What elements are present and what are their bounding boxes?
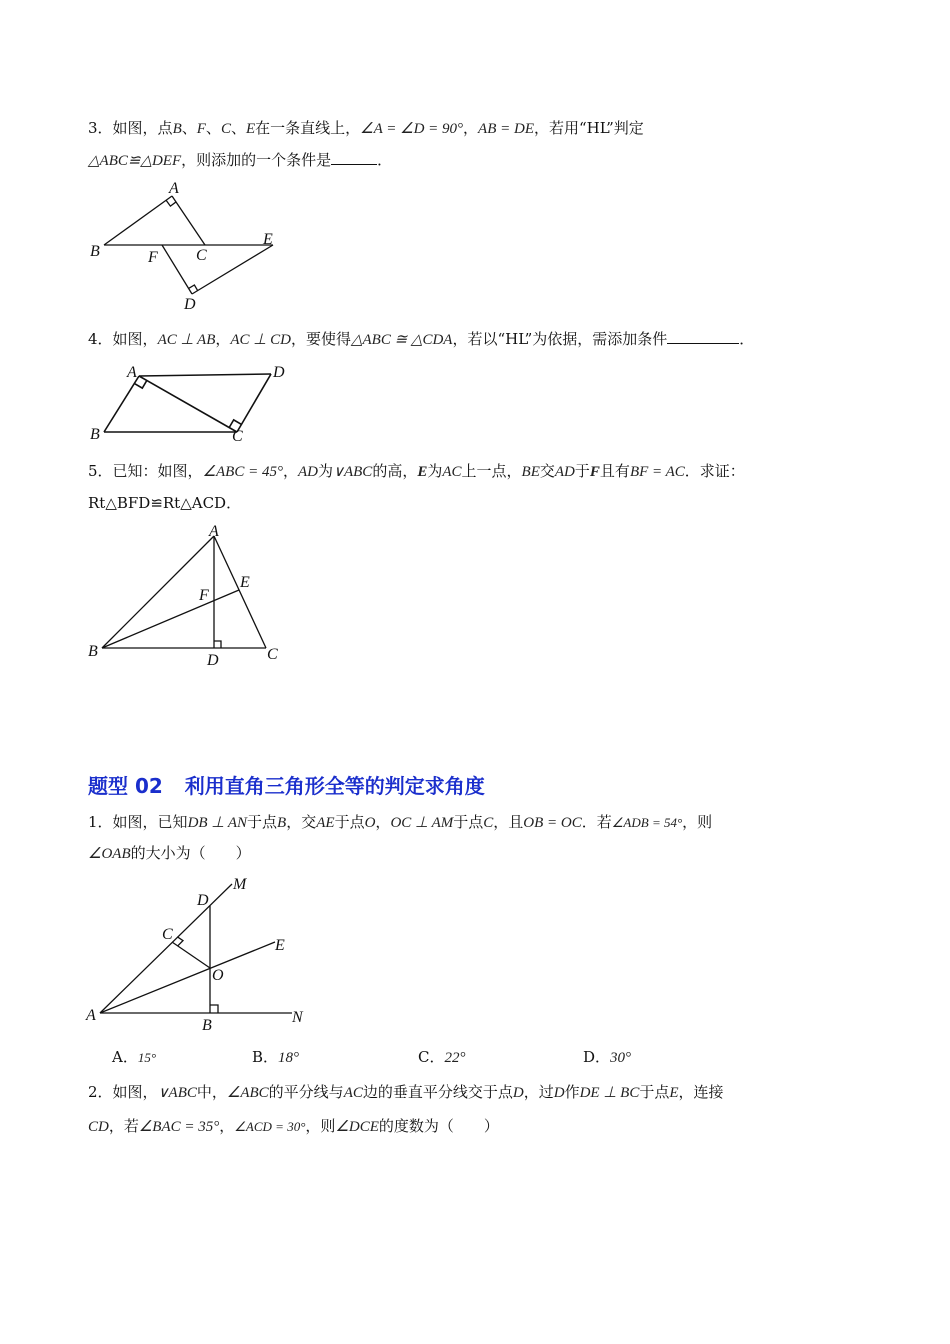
q5-segment-be [102,590,239,648]
s1-option-value: 18° [278,1050,300,1066]
s1-math-ob-oc: OB = OC [523,815,582,831]
q4-text: 如图， [112,330,158,348]
q3-side-ac [172,196,205,245]
q3-text: 如图，点 [112,119,173,137]
s2-text: ， [219,1117,235,1135]
q3-math-angles: ∠A = ∠D = 90° [360,121,464,137]
q5-label-e: E [240,574,250,591]
q3-side-fd [162,245,192,294]
s1-option-c[interactable] [418,1047,465,1068]
s2-text: ，连接 [678,1083,724,1101]
s1-label-d: D [197,892,209,909]
q5-label-f: F [199,587,209,604]
s1-math-oc-am: OC ⊥ AM [390,815,454,831]
s2-text: ，若 [108,1117,139,1135]
q3-number: 3． [88,119,113,137]
q4-label-a: A [127,364,137,381]
q5-right-angle-d [214,641,221,648]
s1-label-a: A [86,1007,96,1024]
q3-sep: 、 [205,119,221,137]
q5-text: 为 [427,462,443,480]
q3-line-1 [88,118,644,139]
q3-math-ab-de: AB = DE [478,121,534,137]
q5-text: 于 [574,462,590,480]
section-label: 题型 02 [88,774,163,798]
s1-option-a[interactable] [112,1047,156,1068]
q5-label-c: C [267,646,278,663]
s2-text: 中， [196,1083,227,1101]
s2-math-d: D [553,1085,565,1101]
s1-line-1 [88,812,712,833]
q4-answer-blank[interactable] [667,329,739,344]
s1-option-label: D． [583,1048,611,1066]
s1-right-angle-b [210,1005,218,1013]
q5-line-1 [88,461,745,482]
q3-sep: 、 [181,119,197,137]
q5-text: ． [226,494,242,512]
s2-math-abc: ∠ABC [226,1085,269,1101]
q5-math-ad: AD [554,464,575,480]
s1-text: ， [375,813,391,831]
s1-label-b: B [202,1017,212,1034]
q3-text: ， [463,119,479,137]
q4-label-d: D [273,364,285,381]
q5-text: ， [282,462,298,480]
q3-label-b: B [90,243,100,260]
s1-text: 的大小为（ ） [130,844,251,862]
s1-label-e: E [275,937,285,954]
s1-label-n: N [292,1009,303,1026]
q3-text: 在一条直线上， [255,119,361,137]
q3-label-a: A [169,180,179,197]
q4-text: ，要使得 [290,330,351,348]
q3-math-congruence: △ABC≌△DEF [88,153,182,169]
s1-text: ，则 [682,813,713,831]
q3-answer-blank[interactable] [331,150,377,165]
q3-text: ，若用“HL”判定 [534,119,644,137]
q4-number: 4． [88,330,113,348]
q5-text: 已知：如图， [112,462,203,480]
s1-option-d[interactable] [583,1047,631,1068]
s1-text: 于点 [247,813,278,831]
q4-math-ac-ab: AC ⊥ AB [157,332,216,348]
q4-side-ab [104,376,139,432]
q3-math-e: E [245,121,256,137]
q5-text: 上一点， [461,462,522,480]
q5-figure [80,520,300,670]
q5-line-2 [88,493,241,513]
q3-math-b: B [172,121,182,137]
q4-math-congruence: △ABC ≅ △CDA [350,332,453,348]
q3-figure [80,178,300,313]
s2-text: 如图， [112,1083,158,1101]
s2-text: ，则 [305,1117,336,1135]
q3-line-2 [88,150,392,171]
q4-text: ，若以“HL”为依据，需添加条件 [452,330,668,348]
s1-option-label: C． [418,1048,445,1066]
s1-text: ，且 [493,813,524,831]
s1-label-m: M [233,876,247,893]
s1-option-value: 22° [444,1050,466,1066]
q5-side-ab [102,536,214,648]
q5-side-ac [214,536,266,648]
s2-text: 边的垂直平分线交于点 [362,1083,513,1101]
q4-label-c: C [232,428,243,445]
q4-math-ac-cd: AC ⊥ CD [230,332,291,348]
q3-label-d: D [184,296,196,313]
s2-text: 的平分线与 [268,1083,344,1101]
s2-math-dce: ∠DCE [335,1119,379,1135]
s1-option-value: 15° [137,1050,157,1065]
s1-option-label: B． [252,1048,279,1066]
s2-math-d: D [512,1085,524,1101]
s1-right-angle-c [177,937,183,946]
q5-text: 的高， [372,462,418,480]
s1-text: 于点 [334,813,365,831]
s2-math-e: E [669,1085,679,1101]
q5-number: 5． [88,462,113,480]
q5-proof-statement: Rt△BFD≌Rt△ACD [88,494,227,512]
q3-label-f: F [148,249,158,266]
q3-label-e: E [263,231,273,248]
s2-math-acd: ∠ACD = 30° [234,1119,306,1134]
q3-math-f: F [196,121,206,137]
s1-text: ，交 [286,813,317,831]
q4-side-cd [237,374,271,432]
q5-math-ac: AC [442,464,462,480]
q5-math-bf-ac: BF = AC [629,464,685,480]
s1-option-value: 30° [610,1050,632,1066]
q5-math-be: BE [521,464,540,480]
s1-math-c: C [483,815,494,831]
s1-label-o: O [212,967,224,984]
q5-math-ad: AD [297,464,318,480]
s1-text: 如图，已知 [112,813,188,831]
s1-math-oab: ∠OAB [88,846,131,862]
q5-math-triangle: ∨ABC [333,464,373,480]
q5-text: 且有 [599,462,630,480]
s2-text: 的度数为（ ） [378,1117,499,1135]
s1-number: 1． [88,813,113,831]
s1-option-b[interactable] [252,1047,299,1068]
q3-label-c: C [196,247,207,264]
q3-text: ． [377,151,393,169]
q3-side-ba [104,196,172,245]
q4-line-1 [88,329,754,350]
q4-text: ． [739,330,755,348]
q4-text: ， [215,330,231,348]
q4-label-b: B [90,426,100,443]
q5-text: 交 [539,462,555,480]
s1-math-ae: AE [316,815,335,831]
s1-math-o: O [364,815,376,831]
s1-math-b: B [277,815,287,831]
s2-line-2 [88,1116,499,1137]
s2-math-cd: CD [88,1119,109,1135]
s1-math-adb: ∠ADB = 54° [611,815,683,830]
s2-math-bac: ∠BAC = 35° [138,1119,220,1135]
s1-label-c: C [162,926,173,943]
q5-label-d: D [207,652,219,669]
q5-label-a: A [209,523,219,540]
q5-math-e: E [417,464,428,480]
s2-text: 作 [564,1083,580,1101]
s2-math-ac: AC [343,1085,363,1101]
q3-math-c: C [220,121,231,137]
q5-text: 为 [317,462,333,480]
s1-text: ．若 [581,813,612,831]
s1-option-label: A． [112,1048,138,1066]
q5-math-f: F [589,464,600,480]
s2-text: 于点 [639,1083,670,1101]
s2-math-triangle: ∨ABC [157,1085,197,1101]
s2-math-de-bc: DE ⊥ BC [579,1085,640,1101]
q5-label-b: B [88,643,98,660]
s1-figure [80,870,320,1035]
q3-text: ，则添加的一个条件是 [181,151,332,169]
q4-side-ad [139,374,271,376]
s1-segment-oc [172,942,210,968]
s1-line-2 [88,843,251,864]
q3-sep: 、 [230,119,246,137]
s2-text: ，过 [523,1083,554,1101]
q4-diagonal-ac [139,376,237,432]
q3-right-angle-a [166,200,176,206]
s1-ray-am [100,884,232,1013]
s1-math-db-an: DB ⊥ AN [187,815,248,831]
section-title: 利用直角三角形全等的判定求角度 [184,774,485,798]
section-heading [88,770,485,799]
s1-text: 于点 [453,813,484,831]
s2-number: 2． [88,1083,113,1101]
q5-math-angle: ∠ABC = 45° [202,464,283,480]
q4-figure [80,358,300,448]
s2-line-1 [88,1082,724,1103]
q5-text: ．求证： [684,462,745,480]
